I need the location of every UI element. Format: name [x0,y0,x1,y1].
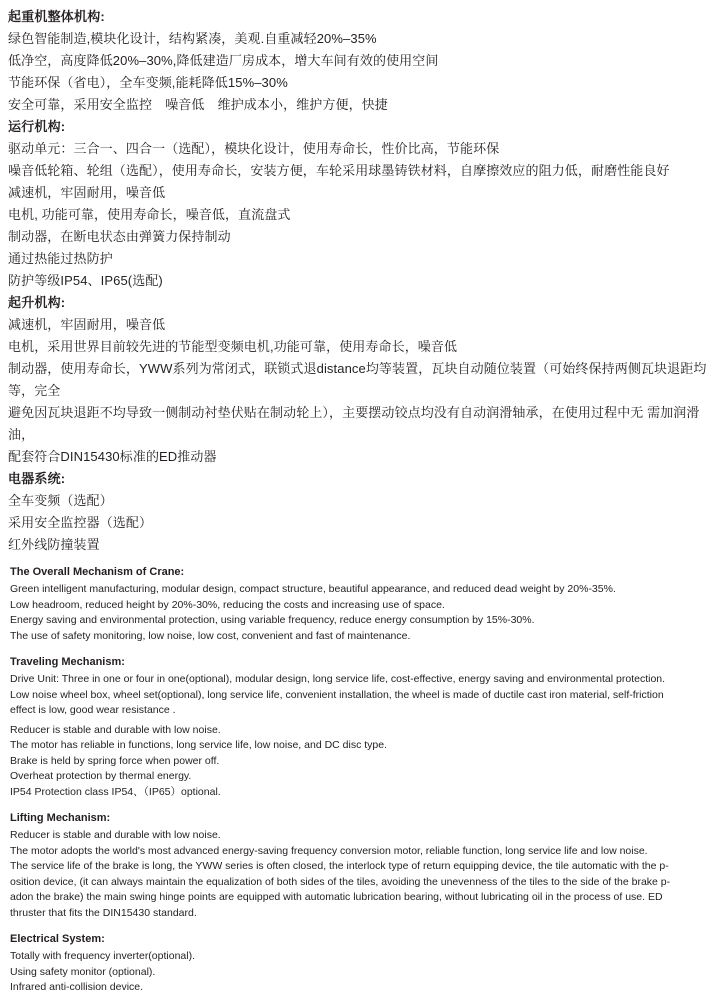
cn-line: 节能环保（省电），全车变频,能耗降低15%–30% [8,75,288,90]
en-section [10,564,708,644]
cn-section [8,116,710,292]
en-line: Green intelligent manufacturing, modular design, compact structure, beautiful appearance, and reduced dead weight by 20%-35%. [10,583,616,595]
en-section-heading: The Overall Mechanism of Crane: [10,566,185,578]
cn-section-heading: 运行机构: [8,119,66,134]
cn-line: 减速机，牢固耐用，噪音低 [8,185,166,200]
en-section [10,654,708,800]
cn-line: 绿色智能制造,模块化设计，结构紧凑，美观.自重减轻20%–35% [8,31,377,46]
cn-line: 制动器，在断电状态由弹簧力保持制动 [8,229,231,244]
en-section-heading: Electrical System: [10,933,105,945]
en-line: Reducer is stable and durable with low noise. [10,723,221,736]
en-line: Totally with frequency inverter(optional). [10,950,196,962]
en-line: IP54 Protection class IP54、（IP65）optional. [10,785,221,798]
cn-section-heading: 电器系统: [8,471,66,486]
cn-line: 配套符合DIN15430标准的ED推动器 [8,449,217,464]
en-line: Energy saving and environmental protection, using variable frequency, reduce energy consumption by 15%-30%. [10,614,535,626]
en-section-heading: Lifting Mechanism: [10,812,111,824]
en-section-heading: Traveling Mechanism: [10,656,125,668]
en-section [10,810,708,921]
cn-line: 低净空，高度降低20%–30%,降低建造厂房成本，增大车间有效的使用空间 [8,53,439,68]
english-content [0,556,720,996]
en-section [10,931,708,996]
en-line: Reducer is stable and durable with low noise. [10,829,221,841]
en-line: thruster that fits the DIN15430 standard. [10,906,197,919]
en-line: Low noise wheel box, wheel set(optional), long service life, convenient installation, the wheel is made of ductile cast iron material, self-friction [10,688,664,701]
cn-line: 减速机，牢固耐用，噪音低 [8,317,166,332]
cn-section [8,468,710,556]
en-line: The motor has reliable in functions, long service life, low noise, and DC disc type. [10,739,388,751]
en-line: effect is low, good wear resistance . [10,704,176,716]
en-line: The service life of the brake is long, the YWW series is often closed, the interlock type of return equipping device, the tile automatic with the p- [10,860,669,872]
cn-line: 驱动单元：三合一、四合一（选配），模块化设计，使用寿命长，性价比高，节能环保 [8,141,500,156]
en-line: The motor adopts the world's most advanced energy-saving frequency conversion motor, reliable function, long service life and low noise. [10,844,648,857]
en-line: The use of safety monitoring, low noise, low cost, convenient and fast of maintenance. [10,629,411,642]
en-line: osition device, (it can always maintain the equalization of both sides of the tiles, avoiding the unevenness of the tiles to the side of the brake p- [10,875,671,888]
cn-section-heading: 起升机构: [8,295,66,310]
cn-line: 通过热能过热防护 [8,251,113,266]
cn-line: 避免因瓦块退距不均导致一侧制动衬垫伏贴在制动轮上），主要摆动铰点均没有自动润滑轴承，在使用过程中无 需加润滑油， [8,405,700,442]
en-line: Infrared anti-collision device. [10,981,144,993]
en-line: Brake is held by spring force when power off. [10,754,220,767]
cn-line: 防护等级IP54、IP65(选配) [8,273,163,288]
cn-line: 采用安全监控器（选配） [8,515,153,530]
en-line: Drive Unit: Three in one or four in one(optional), modular design, long service life, cost-effective, energy saving and environmental protection. [10,673,666,685]
cn-line: 红外线防撞装置 [8,537,100,552]
cn-line: 全车变频（选配） [8,493,113,508]
cn-section [8,292,710,468]
cn-line: 安全可靠，采用安全监控 噪音低 维护成本小，维护方便，快捷 [8,97,388,112]
en-line: Overheat protection by thermal energy. [10,770,192,782]
cn-line: 噪音低轮箱、轮组（选配），使用寿命长，安装方便，车轮采用球墨铸铁材料，自摩擦效应的阻力低，耐磨性能良好 [8,163,670,178]
en-line: Low headroom, reduced height by 20%-30%, reducing the costs and increasing use of space. [10,598,445,611]
en-line: Using safety monitor (optional). [10,965,156,978]
cn-line: 电机，采用世界目前较先进的节能型变频电机,功能可靠，使用寿命长，噪音低 [8,339,458,354]
cn-section-heading: 起重机整体机构: [8,9,105,24]
cn-line: 电机, 功能可靠，使用寿命长，噪音低，直流盘式 [8,207,291,222]
cn-section [8,6,710,116]
cn-line: 制动器，使用寿命长，YWW系列为常闭式，联锁式退distance均等装置，瓦块自动随位装置（可始终保持两侧瓦块退距均等，完全 [8,361,707,398]
en-line: adon the brake) the main swing hinge points are equipped with automatic lubrication bearing, without lubricating oil in the process of use. ED [10,891,663,903]
